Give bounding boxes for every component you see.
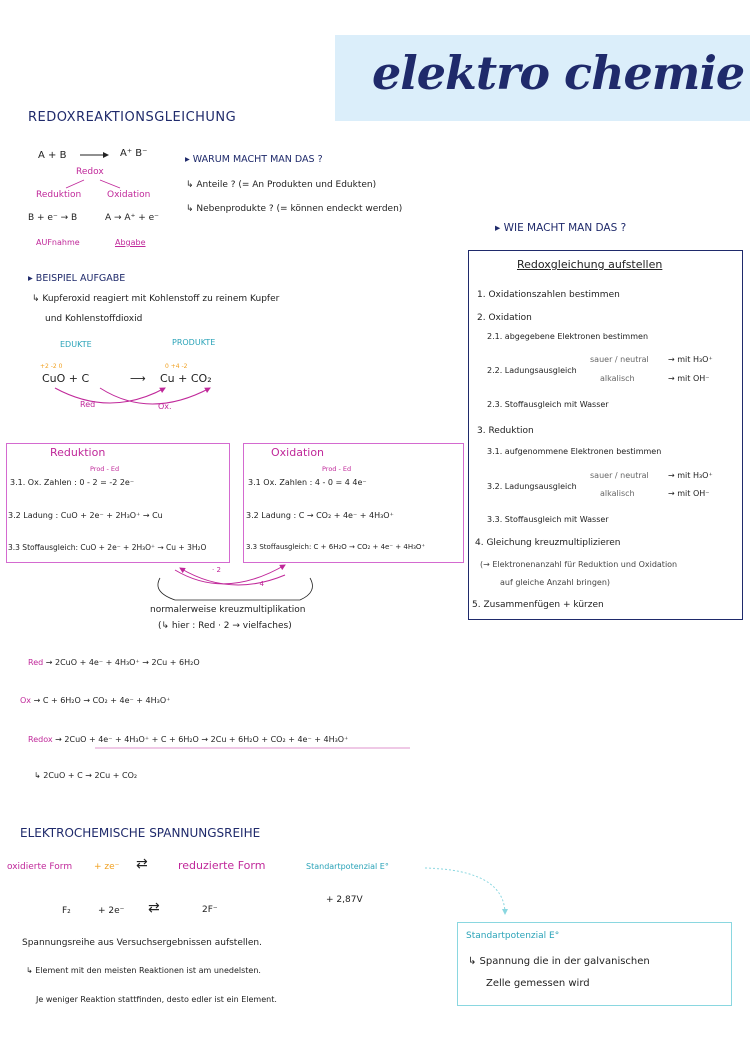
wie-step5: 5. Zusammenfügen + kürzen: [472, 600, 604, 610]
intro-oxidation: Oxidation: [107, 190, 151, 200]
beispiel-heading: ▸ BEISPIEL AUFGABE: [28, 273, 126, 284]
intro-eq2a: B + e⁻ → B: [28, 213, 78, 223]
warum-heading-text: WARUM MACHT MAN DAS ?: [192, 154, 323, 165]
intro-reduktion: Reduktion: [36, 190, 82, 200]
result-red-eq: → 2CuO + 4e⁻ + 4H₃O⁺ → 2Cu + 6H₂O: [45, 658, 200, 667]
intro-aufnahme: AUFnahme: [36, 238, 80, 247]
spannung-text3: Je weniger Reaktion stattfinden, desto edler ist ein Element.: [36, 995, 277, 1004]
beispiel-ox-nums-right: 0 +4 -2: [165, 363, 188, 370]
intro-eq1-right: A⁺ B⁻: [120, 148, 148, 159]
wie-heading-text: WIE MACHT MAN DAS ?: [503, 222, 627, 234]
red-curve: [55, 388, 165, 403]
kreuz-line1: normalerweise kreuzmultiplikation: [150, 605, 306, 615]
wie-step3: 3. Reduktion: [477, 426, 534, 436]
warum-heading: ▸ WARUM MACHT MAN DAS ?: [185, 154, 323, 165]
spannung-std-label: Standartpotenzial E°: [306, 862, 389, 871]
wie-box-title: Redoxgleichung aufstellen: [517, 258, 663, 271]
beispiel-line1: ↳ Kupferoxid reagiert mit Kohlenstoff zu reinem Kupfer: [32, 294, 280, 304]
oxidation-l2: 3.2 Ladung : C → CO₂ + 4e⁻ + 4H₃O⁺: [246, 511, 394, 520]
std-box-l1: ↳ Spannung die in der galvanischen: [468, 956, 650, 967]
beispiel-edukte: EDUKTE: [60, 340, 92, 349]
wie-step4a: (→ Elektronenanzahl für Reduktion und Oxidation: [480, 560, 678, 569]
oxidation-l1: 3.1 Ox. Zahlen : 4 - 0 = 4 4e⁻: [248, 478, 367, 487]
intro-redox: Redox: [76, 167, 104, 177]
wie-step2: 2. Oxidation: [477, 313, 532, 323]
wie-step33: 3.3. Stoffausgleich mit Wasser: [487, 515, 609, 524]
wie-heading: ▸ WIE MACHT MAN DAS ?: [495, 222, 627, 234]
redox-fork-right: [100, 180, 120, 188]
spannung-red-form: reduzierte Form: [178, 859, 266, 872]
spannung-f2-e: + 2e⁻: [98, 906, 125, 916]
wie-step22: 2.2. Ladungsausgleich: [487, 366, 577, 375]
reduktion-title: Reduktion: [50, 446, 106, 459]
spannung-ox-form: oxidierte Form: [7, 862, 73, 872]
spannung-heading: ELEKTROCHEMISCHE SPANNUNGSREIHE: [20, 826, 261, 840]
redox-fork-left: [66, 180, 84, 188]
std-box-l2: Zelle gemessen wird: [486, 978, 590, 989]
beispiel-arrow: ⟶: [130, 372, 146, 385]
reduktion-l3: 3.3 Stoffausgleich: CuO + 2e⁻ + 2H₃O⁺ → Cu + 3H₂O: [8, 543, 207, 552]
beispiel-eq-left: CuO + C: [42, 372, 90, 385]
intro-eq1: A + B: [38, 150, 67, 161]
spannung-eq-arrow: ⇄: [136, 856, 148, 872]
kreuz-curve-2: [180, 568, 285, 585]
spannung-text1: Spannungsreihe aus Versuchsergebnissen aufstellen.: [22, 938, 262, 948]
kreuz-x2: · 2: [212, 566, 221, 574]
wie-step22-alk-right: → mit OH⁻: [668, 374, 710, 383]
wie-step1: 1. Oxidationszahlen bestimmen: [477, 290, 620, 300]
result-red-label: Red: [28, 658, 44, 667]
reduktion-l2: 3.2 Ladung : CuO + 2e⁻ + 2H₃O⁺ → Cu: [8, 511, 163, 520]
wie-step22-sauer: sauer / neutral: [590, 355, 649, 364]
std-arrow: [425, 868, 505, 914]
wie-step32-sauer-right: → mit H₃O⁺: [668, 471, 713, 480]
beispiel-produkte: PRODUKTE: [172, 338, 216, 347]
wie-step32-sauer: sauer / neutral: [590, 471, 649, 480]
wie-step32-alk-right: → mit OH⁻: [668, 489, 710, 498]
wie-step32-alk: alkalisch: [600, 489, 635, 498]
oxidation-title: Oxidation: [271, 446, 325, 459]
spannung-text2: ↳ Element mit den meisten Reaktionen ist am unedelsten.: [26, 966, 261, 975]
wie-step4: 4. Gleichung kreuzmultiplizieren: [475, 538, 621, 548]
result-redox-eq: → 2CuO + 4e⁻ + 4H₃O⁺ + C + 6H₂O → 2Cu + 6H₂O + CO₂ + 4e⁻ + 4H₃O⁺: [55, 735, 349, 744]
wie-step31: 3.1. aufgenommene Elektronen bestimmen: [487, 447, 662, 456]
spannung-f-arrow: ⇄: [148, 900, 160, 916]
oxidation-sub: Prod - Ed: [322, 465, 352, 473]
page-title: elektro chemie: [372, 46, 745, 100]
warum-line2: ↳ Nebenprodukte ? (= können endeckt werden): [186, 204, 403, 214]
wie-step32: 3.2. Ladungsausgleich: [487, 482, 577, 491]
spannung-f2: F₂: [62, 906, 71, 916]
intro-eq2b: A → A⁺ + e⁻: [105, 213, 159, 223]
ox-curve: [100, 388, 210, 404]
std-box-title: Standartpotenzial E°: [466, 931, 560, 941]
redox-heading: REDOXREAKTIONSGLEICHUNG: [28, 110, 237, 125]
result-ox-eq: → C + 6H₂O → CO₂ + 4e⁻ + 4H₃O⁺: [33, 696, 171, 705]
intro-abgabe: Abgabe: [115, 238, 146, 247]
wie-step22-alk: alkalisch: [600, 374, 635, 383]
wie-step22-sauer-right: → mit H₃O⁺: [668, 355, 713, 364]
spannung-plus-e: + ze⁻: [94, 862, 120, 872]
reduktion-sub: Prod - Ed: [90, 465, 120, 473]
result-ox-label: Ox: [20, 696, 32, 705]
beispiel-ox: Ox.: [158, 402, 172, 411]
kreuz-brace: [158, 578, 313, 600]
wie-step4b: auf gleiche Anzahl bringen): [500, 578, 611, 587]
result-final: ↳ 2CuO + C → 2Cu + CO₂: [34, 771, 138, 780]
beispiel-red: Red: [80, 400, 96, 409]
warum-line1: ↳ Anteile ? (= An Produkten und Edukten): [186, 180, 377, 190]
spannung-value: + 2,87V: [326, 895, 363, 905]
spannung-f-minus: 2F⁻: [202, 905, 218, 915]
wie-step21: 2.1. abgegebene Elektronen bestimmen: [487, 332, 649, 341]
oxidation-l3: 3.3 Stoffausgleich: C + 6H₂O → CO₂ + 4e⁻ + 4H₃O⁺: [246, 543, 426, 551]
beispiel-heading-text: BEISPIEL AUFGABE: [35, 273, 126, 284]
beispiel-eq-right: Cu + CO₂: [160, 372, 212, 385]
kreuz-x4: · 4: [255, 580, 264, 588]
kreuz-line2: (↳ hier : Red · 2 → vielfaches): [158, 621, 292, 631]
beispiel-ox-nums-left: +2 -2 0: [40, 363, 63, 370]
result-redox-label: Redox: [28, 735, 53, 744]
reduktion-l1: 3.1. Ox. Zahlen : 0 - 2 = -2 2e⁻: [10, 478, 135, 487]
beispiel-line2: und Kohlenstoffdioxid: [45, 314, 143, 324]
wie-step23: 2.3. Stoffausgleich mit Wasser: [487, 400, 609, 409]
